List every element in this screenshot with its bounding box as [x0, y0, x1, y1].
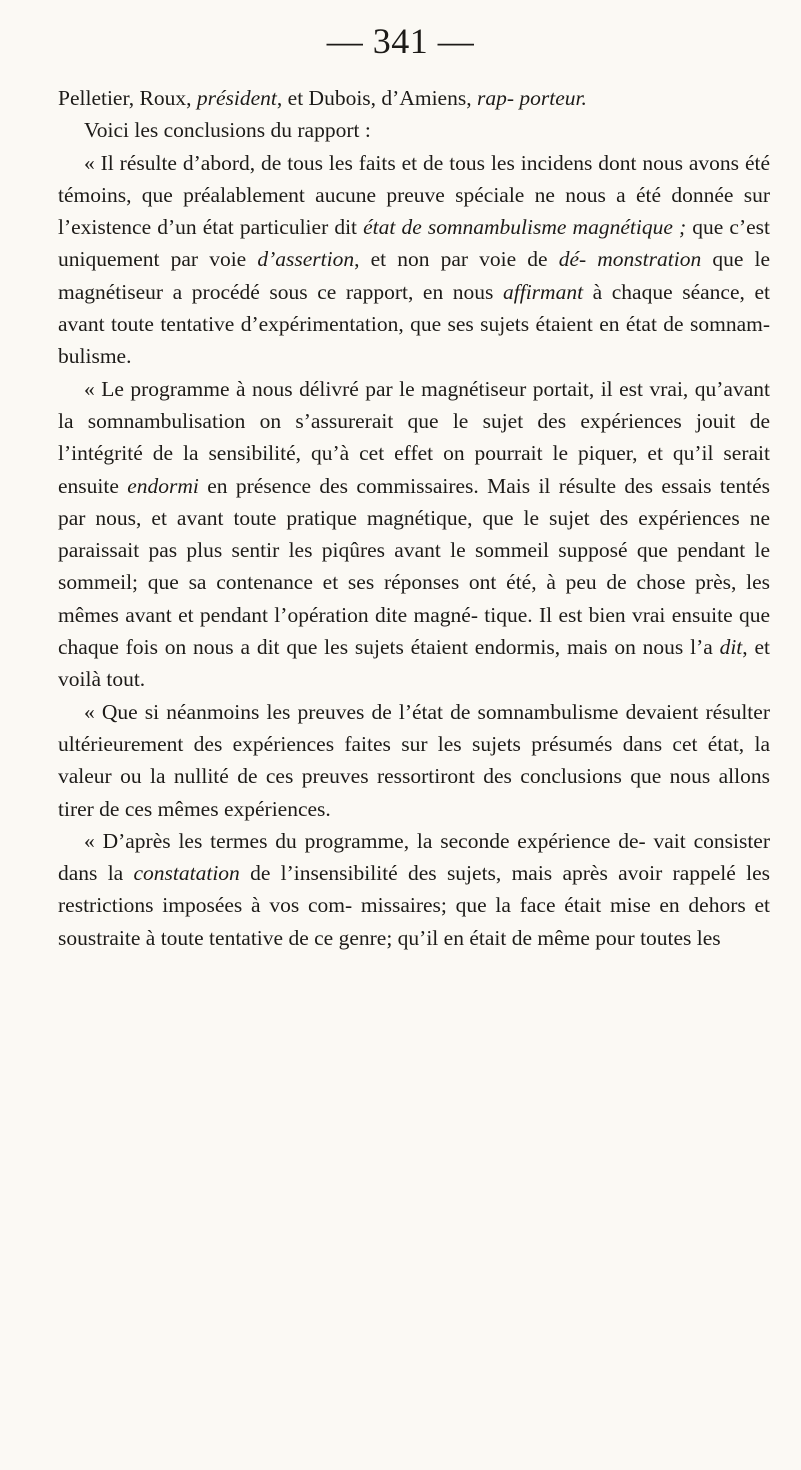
paragraph-5	[58, 696, 770, 825]
italic-run: état de somnambulisme magnétique ;	[363, 215, 687, 240]
body-text	[58, 82, 770, 954]
paragraph-4	[58, 373, 770, 696]
paragraph-2	[58, 114, 770, 146]
page-number: — 341 —	[326, 21, 475, 61]
italic-run: dit	[719, 635, 743, 660]
italic-run: rap- porteur.	[476, 86, 587, 110]
text-run: de l’insensibilité des sujets, mais après avoir rappelé les restrictions imposées à vos com- missaires; que la face était mise en dehors et soustraite à toute tentative de ce genre; qu’il en était de même pour toutes les	[58, 861, 770, 950]
italic-run: d’assertion	[257, 247, 355, 272]
text-run: , et non par voie de	[354, 247, 559, 272]
paragraph-1	[58, 82, 770, 114]
paragraph-6	[58, 825, 770, 954]
text-run: « Il résulte d’abord, de tous les faits et de tous les incidens dont nous avons été témoins, que préalablement aucune preuve spéciale ne nous a été donnée sur l’existence d’un état particulier dit	[58, 150, 770, 240]
italic-run: président	[196, 86, 277, 110]
text-run: Voici les conclusions du rapport :	[84, 118, 371, 143]
text-run: , et Dubois, d’Amiens,	[276, 86, 477, 110]
italic-run: dé- monstration	[558, 247, 702, 272]
text-run: , et voilà tout.	[58, 635, 770, 692]
italic-run: affirmant	[503, 279, 584, 304]
text-run: Pelletier, Roux,	[58, 86, 197, 110]
text-run: en présence des commissaires. Mais il résulte des essais tentés par nous, et avant toute pratique magnétique, que le sujet des expériences ne paraissait pas plus sentir les piqûres avant le sommeil supposé que pendant le sommeil; que sa contenance et ses réponses ont été, à peu de chose près, les mêmes avant et pendant l’opération dite magné- tique. Il est bien vrai ensuite que chaque fois on nous a dit que les sujets étaient endormis, mais on nous l’a	[58, 473, 770, 660]
paragraph-3	[58, 147, 770, 373]
text-run: « D’après les termes du programme, la seconde expérience de- vait consister dans la	[58, 828, 770, 886]
text-run: que le magnétiseur a procédé sous ce rapport, en nous	[58, 247, 770, 304]
text-run: que c’est uniquement par voie	[58, 215, 770, 272]
text-run: « Le programme à nous délivré par le magnétiseur portait, il est vrai, qu’avant la somnambulisation on s’assurerait que le sujet des expériences jouit de l’intégrité de la sensibilité, qu’à cet effet on pourrait le piquer, et qu’il serait ensuite	[58, 376, 770, 498]
italic-run: endormi	[127, 473, 199, 498]
italic-run: constatation	[133, 861, 240, 886]
text-run: « Que si néanmoins les preuves de l’état de somnambulisme devaient résulter ultérieurement des expériences faites sur les sujets présumés dans cet état, la valeur ou la nullité de ces preuves ressortiront des conclusions que nous allons tirer de ces mêmes expériences.	[58, 699, 770, 821]
text-run: à chaque séance, et avant toute tentative d’expérimentation, que ses sujets étaient en état de somnam- bulisme.	[58, 279, 770, 369]
